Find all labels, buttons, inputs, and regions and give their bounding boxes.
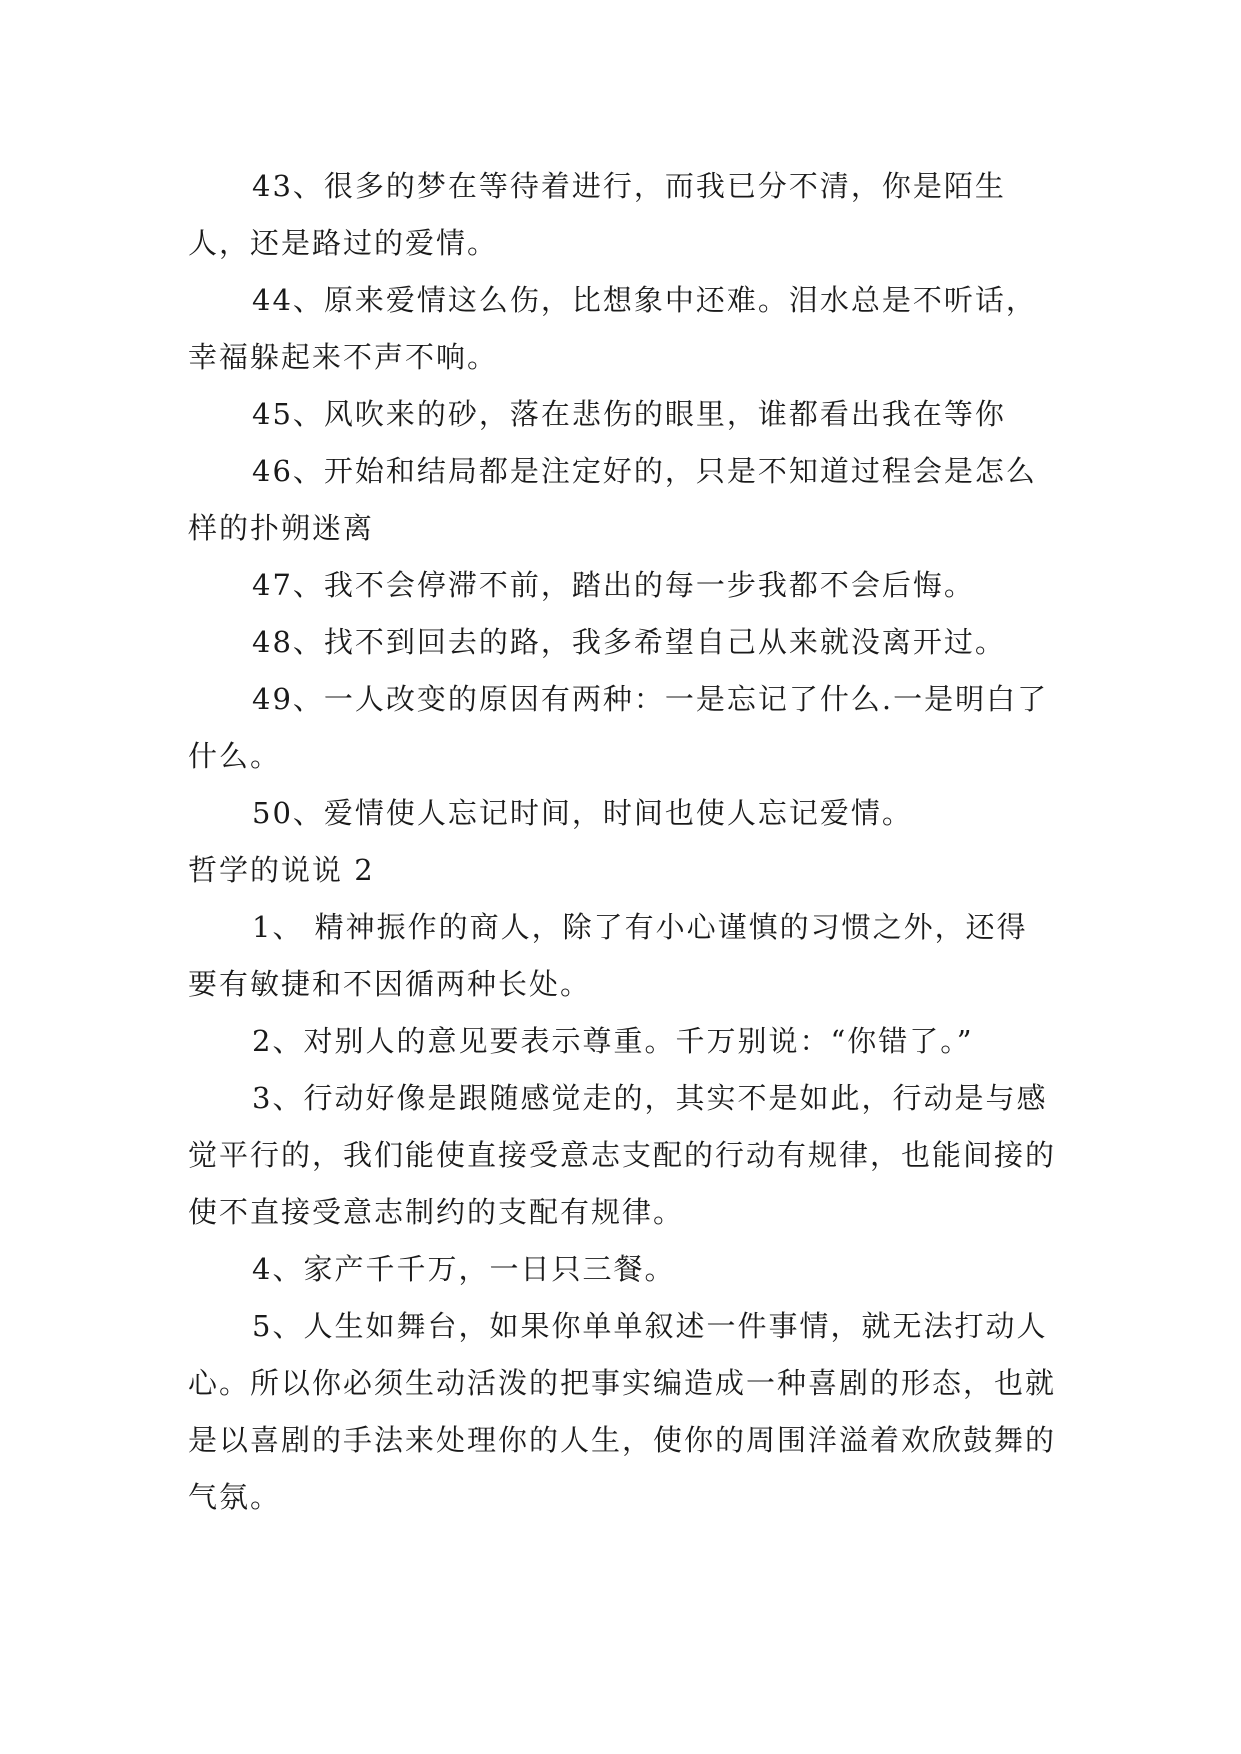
paragraph-3: 3、行动好像是跟随感觉走的，其实不是如此，行动是与感觉平行的，我们能使直接受意志支配的行动有规律，也能间接的使不直接受意志制约的支配有规律。 [188, 1081, 1057, 1229]
paragraph-50: 50、爱情使人忘记时间，时间也使人忘记爱情。 [252, 796, 913, 830]
paragraph-47: 47、我不会停滞不前，踏出的每一步我都不会后悔。 [252, 568, 975, 602]
paragraph-5: 5、人生如舞台，如果你单单叙述一件事情，就无法打动人心。所以你必须生动活泼的把事实编造成一种喜剧的形态，也就是以喜剧的手法来处理你的人生，使你的周围洋溢着欢欣鼓舞的气氛。 [188, 1309, 1057, 1514]
document-body [188, 158, 1058, 1526]
paragraph-49: 49、一人改变的原因有两种：一是忘记了什么.一是明白了什么。 [188, 682, 1049, 773]
paragraph-43: 43、很多的梦在等待着进行，而我已分不清，你是陌生人，还是路过的爱情。 [188, 169, 1006, 260]
paragraph-4: 4、家产千千万，一日只三餐。 [252, 1252, 676, 1286]
section-heading: 哲学的说说 2 [188, 853, 375, 887]
paragraph-44: 44、原来爱情这么伤，比想象中还难。泪水总是不听话，幸福躲起来不声不响。 [188, 283, 1037, 374]
paragraph-48: 48、找不到回去的路，我多希望自己从来就没离开过。 [252, 625, 1006, 659]
paragraph-1: 1、 精神振作的商人，除了有小心谨慎的习惯之外，还得要有敏捷和不因循两种长处。 [188, 910, 1028, 1001]
paragraph-46: 46、开始和结局都是注定好的，只是不知道过程会是怎么样的扑朔迷离 [188, 454, 1037, 545]
paragraph-45: 45、风吹来的砂，落在悲伤的眼里，谁都看出我在等你 [252, 397, 1006, 431]
paragraph-2: 2、对别人的意见要表示尊重。千万别说：“你错了。” [252, 1024, 974, 1058]
